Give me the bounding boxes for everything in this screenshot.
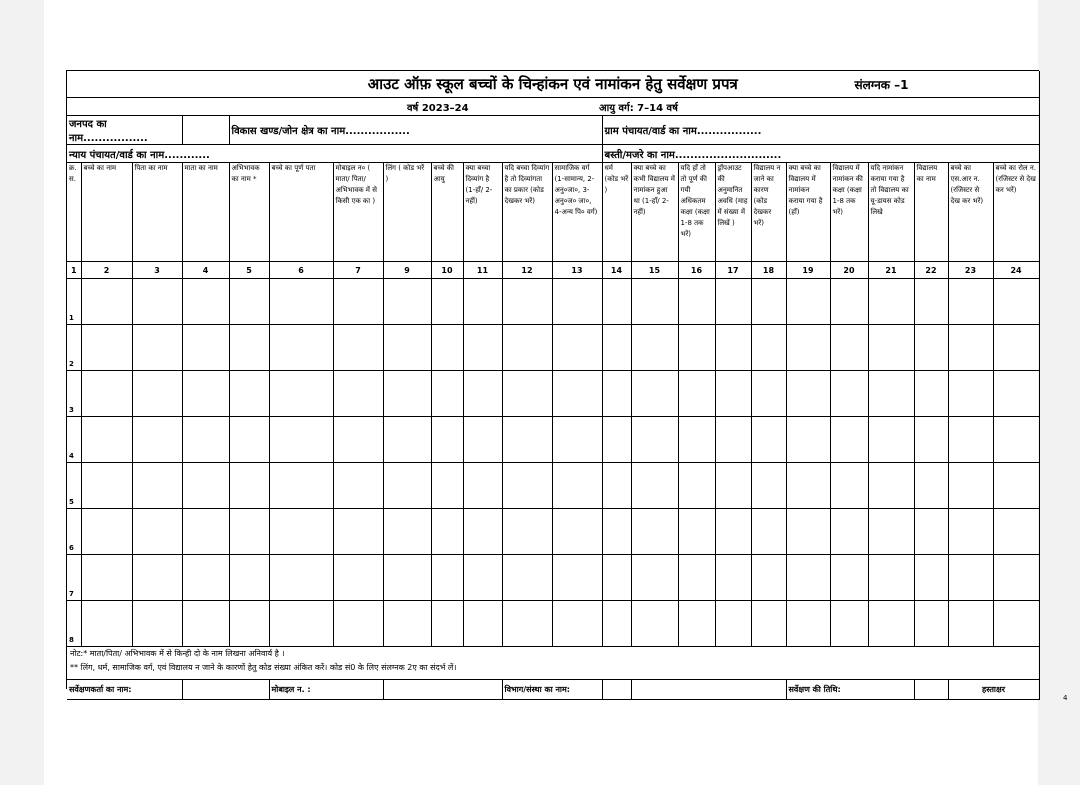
entry-cell[interactable] (132, 463, 182, 509)
survey-date-label: सर्वेक्षण की तिथि: (786, 680, 914, 700)
block-field: विकास खण्ड/जोन क्षेत्र का नाम................. (229, 116, 602, 145)
entry-cell[interactable] (830, 279, 868, 325)
entry-cell[interactable] (383, 601, 431, 647)
entry-cell[interactable] (631, 325, 678, 371)
entry-cell[interactable] (81, 509, 132, 555)
entry-cell[interactable] (383, 371, 431, 417)
entry-cell[interactable] (715, 601, 751, 647)
column-header: धर्म (कोड भरें ) (602, 163, 631, 262)
entry-cell[interactable] (81, 417, 132, 463)
entry-cell[interactable] (993, 325, 1039, 371)
entry-cell[interactable] (715, 325, 751, 371)
entry-cell[interactable] (786, 371, 830, 417)
entry-cell[interactable] (914, 279, 948, 325)
entry-cell[interactable] (868, 601, 914, 647)
column-header: लिंग ( कोड भरें ) (383, 163, 431, 262)
row-number: 6 (67, 509, 81, 555)
column-number: 24 (993, 262, 1039, 279)
column-number: 16 (678, 262, 715, 279)
entry-cell[interactable] (431, 279, 463, 325)
entry-cell[interactable] (333, 325, 383, 371)
table-row (67, 509, 1039, 555)
entry-cell[interactable] (678, 325, 715, 371)
table-row (67, 601, 1039, 647)
column-header: बच्चे का एस.आर न. (रजिस्टर से देख कर भरें) (948, 163, 993, 262)
row-number: 3 (67, 371, 81, 417)
survey-table (67, 71, 1040, 700)
entry-cell[interactable] (431, 371, 463, 417)
entry-cell[interactable] (132, 601, 182, 647)
column-number: 20 (830, 262, 868, 279)
entry-cell[interactable] (751, 601, 786, 647)
entry-cell[interactable] (786, 601, 830, 647)
entry-cell[interactable] (914, 371, 948, 417)
note-line: नोट:* माता/पिता/ अभिभावक में से किन्ही दो के नाम लिखना अनिवार्य है । (70, 649, 285, 658)
basti-field: बस्ती/मजरे का नाम............................ (602, 145, 1039, 163)
column-header: बच्चे का नाम (81, 163, 132, 262)
entry-cell[interactable] (631, 601, 678, 647)
department-input-extended[interactable] (631, 680, 786, 700)
entry-cell[interactable] (948, 509, 993, 555)
entry-cell[interactable] (948, 371, 993, 417)
entry-cell[interactable] (431, 463, 463, 509)
entry-cell[interactable] (830, 371, 868, 417)
entry-cell[interactable] (914, 463, 948, 509)
department-label: विभाग/संस्था का नाम: (502, 680, 602, 700)
entry-cell[interactable] (463, 417, 502, 463)
entry-cell[interactable] (868, 371, 914, 417)
entry-cell[interactable] (81, 371, 132, 417)
entry-cell[interactable] (229, 555, 269, 601)
entry-cell[interactable] (182, 417, 229, 463)
entry-cell[interactable] (948, 279, 993, 325)
entry-cell[interactable] (463, 601, 502, 647)
entry-cell[interactable] (463, 279, 502, 325)
row-number: 7 (67, 555, 81, 601)
surveyor-name-input[interactable] (182, 680, 269, 700)
column-header: क्र. स. (67, 163, 81, 262)
entry-cell[interactable] (993, 279, 1039, 325)
signature-label: हस्ताक्षर (948, 680, 1039, 700)
entry-cell[interactable] (333, 417, 383, 463)
entry-cell[interactable] (830, 555, 868, 601)
entry-cell[interactable] (182, 325, 229, 371)
entry-cell[interactable] (948, 325, 993, 371)
entry-cell[interactable] (552, 417, 602, 463)
column-header: यदि हाँ तो तो पूर्ण की गयी अधिकतम कक्षा (कक्षा 1-8 तक भरें) (678, 163, 715, 262)
row-number: 8 (67, 601, 81, 647)
age-group-label: आयु वर्ग: 7–14 वर्ष (599, 103, 678, 114)
column-header: विद्यालय न जाने का कारण (कोड देखकर भरें) (751, 163, 786, 262)
column-number: 10 (431, 262, 463, 279)
entry-cell[interactable] (463, 371, 502, 417)
entry-cell[interactable] (81, 601, 132, 647)
survey-date-input[interactable] (914, 680, 948, 700)
entry-cell[interactable] (914, 555, 948, 601)
entry-cell[interactable] (269, 325, 333, 371)
entry-cell[interactable] (751, 509, 786, 555)
gram-panchayat-field: ग्राम पंचायत/वार्ड का नाम................. (602, 116, 1039, 145)
column-header: अभिभावक का नाम * (229, 163, 269, 262)
table-row (67, 325, 1039, 371)
entry-cell[interactable] (830, 325, 868, 371)
entry-cell[interactable] (678, 601, 715, 647)
entry-cell[interactable] (269, 509, 333, 555)
entry-cell[interactable] (229, 417, 269, 463)
entry-cell[interactable] (830, 601, 868, 647)
column-number: 3 (132, 262, 182, 279)
row-number: 2 (67, 325, 81, 371)
entry-cell[interactable] (182, 555, 229, 601)
footer-row (67, 680, 1039, 700)
column-header: यदि नामांकन कराया गया है तो विद्यालय का यू-डायस कोड लिखे (868, 163, 914, 262)
column-number: 2 (81, 262, 132, 279)
entry-cell[interactable] (463, 325, 502, 371)
column-number: 19 (786, 262, 830, 279)
entry-cell[interactable] (81, 279, 132, 325)
entry-cell[interactable] (868, 279, 914, 325)
entry-cell[interactable] (948, 601, 993, 647)
entry-cell[interactable] (678, 279, 715, 325)
entry-cell[interactable] (830, 463, 868, 509)
notes-row (67, 647, 1039, 680)
entry-cell[interactable] (132, 371, 182, 417)
column-header: सामाजिक वर्ग (1-सामान्य, 2-अनु०जा०, 3-अनु०ज० जा०, 4-अन्य पि० वर्ग) (552, 163, 602, 262)
form-title-cell (67, 71, 1039, 98)
column-header: विद्यालय का नाम (914, 163, 948, 262)
district-field: जनपद का नाम................. (67, 116, 182, 145)
entry-cell[interactable] (229, 463, 269, 509)
entry-cell[interactable] (431, 509, 463, 555)
entry-cell[interactable] (631, 509, 678, 555)
entry-cell[interactable] (333, 279, 383, 325)
column-number: 4 (182, 262, 229, 279)
entry-cell[interactable] (631, 417, 678, 463)
entry-cell[interactable] (786, 555, 830, 601)
department-input[interactable] (602, 680, 631, 700)
entry-cell[interactable] (786, 325, 830, 371)
mobile-label: मोबाइल न. : (269, 680, 383, 700)
table-row (67, 417, 1039, 463)
column-header: बच्चे का पूर्ण पता (269, 163, 333, 262)
column-header: मोबाइल न० ( माता/ पिता/ अभिभावक में से किसी एक का ) (333, 163, 383, 262)
entry-cell[interactable] (81, 325, 132, 371)
entry-cell[interactable] (715, 555, 751, 601)
entry-cell[interactable] (383, 463, 431, 509)
entry-cell[interactable] (751, 417, 786, 463)
entry-cell[interactable] (751, 279, 786, 325)
entry-cell[interactable] (786, 509, 830, 555)
entry-cell[interactable] (830, 417, 868, 463)
entry-cell[interactable] (383, 555, 431, 601)
entry-cell[interactable] (502, 279, 552, 325)
column-header: क्या बच्चे का कभी विद्यालय में नामांकन हुआ था (1-हाँ/ 2-नहीं) (631, 163, 678, 262)
entry-cell[interactable] (830, 509, 868, 555)
entry-cell[interactable] (868, 463, 914, 509)
column-header: क्या बच्चे का विद्यालय में नामांकन कराया गया है (हाँ) (786, 163, 830, 262)
column-number: 12 (502, 262, 552, 279)
entry-cell[interactable] (502, 463, 552, 509)
entry-cell[interactable] (602, 325, 631, 371)
column-number: 1 (67, 262, 81, 279)
entry-cell[interactable] (914, 417, 948, 463)
entry-cell[interactable] (631, 371, 678, 417)
entry-cell[interactable] (868, 509, 914, 555)
entry-cell[interactable] (269, 417, 333, 463)
entry-cell[interactable] (229, 371, 269, 417)
column-number: 15 (631, 262, 678, 279)
row-number: 4 (67, 417, 81, 463)
entry-cell[interactable] (993, 371, 1039, 417)
column-number: 6 (269, 262, 333, 279)
entry-cell[interactable] (914, 509, 948, 555)
column-number: 13 (552, 262, 602, 279)
entry-cell[interactable] (229, 601, 269, 647)
entry-cell[interactable] (786, 417, 830, 463)
entry-cell[interactable] (552, 555, 602, 601)
column-number: 23 (948, 262, 993, 279)
entry-cell[interactable] (269, 279, 333, 325)
entry-cell[interactable] (868, 325, 914, 371)
entry-cell[interactable] (229, 325, 269, 371)
entry-cell[interactable] (229, 509, 269, 555)
entry-cell[interactable] (383, 417, 431, 463)
entry-cell[interactable] (602, 371, 631, 417)
form-title: आउट ऑफ़ स्कूल बच्चों के चिन्हांकन एवं नामांकन हेतु सर्वेक्षण प्रपत्र (367, 75, 738, 93)
entry-cell[interactable] (631, 279, 678, 325)
entry-cell[interactable] (751, 463, 786, 509)
entry-cell[interactable] (914, 601, 948, 647)
entry-cell[interactable] (333, 601, 383, 647)
entry-cell[interactable] (993, 509, 1039, 555)
notes-cell (67, 647, 1039, 680)
entry-cell[interactable] (751, 371, 786, 417)
entry-cell[interactable] (868, 417, 914, 463)
entry-cell[interactable] (868, 555, 914, 601)
entry-cell[interactable] (132, 325, 182, 371)
entry-cell[interactable] (132, 279, 182, 325)
annexure-label: संलग्नक –1 (854, 78, 909, 92)
column-number: 5 (229, 262, 269, 279)
entry-cell[interactable] (715, 417, 751, 463)
column-number: 21 (868, 262, 914, 279)
entry-cell[interactable] (993, 417, 1039, 463)
entry-cell[interactable] (431, 601, 463, 647)
entry-cell[interactable] (602, 509, 631, 555)
entry-cell[interactable] (132, 555, 182, 601)
entry-cell[interactable] (715, 279, 751, 325)
entry-cell[interactable] (383, 325, 431, 371)
table-row (67, 279, 1039, 325)
entry-cell[interactable] (182, 509, 229, 555)
entry-cell[interactable] (269, 601, 333, 647)
table-row (67, 463, 1039, 509)
entry-cell[interactable] (948, 555, 993, 601)
column-number: 18 (751, 262, 786, 279)
entry-cell[interactable] (269, 555, 333, 601)
entry-cell[interactable] (502, 601, 552, 647)
entry-cell[interactable] (602, 555, 631, 601)
note-line: ** लिंग, धर्म, सामाजिक वर्ग, एवं विद्यालय न जाने के कारणों हेतु कोड संख्या अंकित करें। कोड सं0 के लिए संलग्नक 2ए का संदर्भ लें। (70, 663, 457, 672)
entry-cell[interactable] (678, 463, 715, 509)
column-header: पिता का नाम (132, 163, 182, 262)
column-header: विद्यालय में नामांकन की कक्षा (कक्षा 1-8 तक भरें) (830, 163, 868, 262)
column-number: 7 (333, 262, 383, 279)
entry-cell[interactable] (431, 555, 463, 601)
entry-cell[interactable] (552, 279, 602, 325)
entry-cell[interactable] (502, 417, 552, 463)
column-number: 22 (914, 262, 948, 279)
entry-cell[interactable] (333, 371, 383, 417)
entry-cell[interactable] (463, 463, 502, 509)
year-age-row (67, 98, 1039, 116)
mobile-input[interactable] (383, 680, 502, 700)
entry-cell[interactable] (715, 371, 751, 417)
column-header: क्या बच्चा दिव्यांग है (1-हाँ/ 2-नहीं) (463, 163, 502, 262)
entry-cell[interactable] (229, 279, 269, 325)
column-header: ड्रॉपआउट की अनुमानित अवधि (माह में संख्या में लिखें ) (715, 163, 751, 262)
column-header-row (67, 163, 1039, 262)
entry-cell[interactable] (715, 509, 751, 555)
entry-cell[interactable] (631, 463, 678, 509)
entry-cell[interactable] (602, 601, 631, 647)
entry-cell[interactable] (678, 555, 715, 601)
entry-cell[interactable] (993, 555, 1039, 601)
entry-cell[interactable] (383, 509, 431, 555)
column-number: 14 (602, 262, 631, 279)
entry-cell[interactable] (132, 417, 182, 463)
entry-cell[interactable] (182, 601, 229, 647)
column-header: माता का नाम (182, 163, 229, 262)
nyay-panchayat-field: न्याय पंचायत/वार्ड का नाम............ (67, 145, 602, 163)
entry-cell[interactable] (715, 463, 751, 509)
entry-cell[interactable] (993, 601, 1039, 647)
entry-cell[interactable] (948, 463, 993, 509)
entry-cell[interactable] (552, 463, 602, 509)
entry-cell[interactable] (463, 509, 502, 555)
blank-cell (182, 116, 229, 145)
entry-cell[interactable] (678, 371, 715, 417)
column-number: 9 (383, 262, 431, 279)
entry-cell[interactable] (678, 417, 715, 463)
entry-cell[interactable] (631, 555, 678, 601)
page-number: 4 (1063, 694, 1068, 702)
column-header: यदि बच्चा दिव्यांग है तो दिव्यांगता का प्रकार (कोड देखकर भरें) (502, 163, 552, 262)
entry-cell[interactable] (383, 279, 431, 325)
column-number: 17 (715, 262, 751, 279)
entry-cell[interactable] (502, 325, 552, 371)
entry-cell[interactable] (552, 509, 602, 555)
entry-cell[interactable] (502, 371, 552, 417)
entry-cell[interactable] (678, 509, 715, 555)
entry-cell[interactable] (333, 509, 383, 555)
entry-cell[interactable] (502, 509, 552, 555)
entry-cell[interactable] (948, 417, 993, 463)
entry-cell[interactable] (333, 555, 383, 601)
entry-cell[interactable] (431, 417, 463, 463)
entry-cell[interactable] (786, 279, 830, 325)
entry-cell[interactable] (132, 509, 182, 555)
year-label: वर्ष 2023–24 (407, 103, 469, 114)
survey-form (66, 70, 1039, 694)
entry-cell[interactable] (81, 555, 132, 601)
entry-cell[interactable] (182, 463, 229, 509)
table-row (67, 371, 1039, 417)
column-number-row (67, 262, 1039, 279)
column-number: 11 (463, 262, 502, 279)
entry-cell[interactable] (431, 325, 463, 371)
document-page (44, 0, 1068, 785)
entry-cell[interactable] (81, 463, 132, 509)
entry-cell[interactable] (602, 279, 631, 325)
column-header: बच्चे की आयु (431, 163, 463, 262)
entry-cell[interactable] (182, 371, 229, 417)
table-row (67, 555, 1039, 601)
entry-cell[interactable] (552, 371, 602, 417)
entry-cell[interactable] (182, 279, 229, 325)
surveyor-name-label: सर्वेक्षणकर्ता का नाम: (67, 680, 182, 700)
row-number: 1 (67, 279, 81, 325)
column-header: बच्चे का रोल न. (रजिस्टर से देख कर भरें) (993, 163, 1039, 262)
entry-cell[interactable] (269, 463, 333, 509)
entry-cell[interactable] (751, 555, 786, 601)
row-number: 5 (67, 463, 81, 509)
entry-cell[interactable] (786, 463, 830, 509)
entry-cell[interactable] (552, 325, 602, 371)
entry-cell[interactable] (914, 325, 948, 371)
entry-cell[interactable] (269, 371, 333, 417)
entry-cell[interactable] (333, 463, 383, 509)
entry-cell[interactable] (602, 417, 631, 463)
entry-cell[interactable] (552, 601, 602, 647)
entry-cell[interactable] (993, 463, 1039, 509)
entry-cell[interactable] (463, 555, 502, 601)
entry-cell[interactable] (751, 325, 786, 371)
entry-cell[interactable] (502, 555, 552, 601)
entry-cell[interactable] (602, 463, 631, 509)
